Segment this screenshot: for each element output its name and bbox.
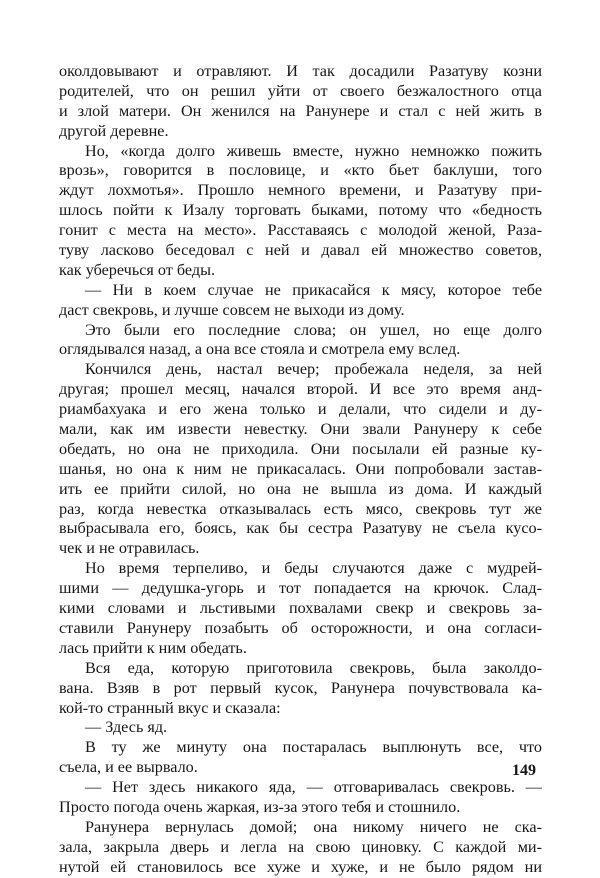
text-line: Кончился день, настал вечер; пробежала неделя, за ней [85,360,542,379]
text-line: лась прийти к ним обедать. [59,638,247,657]
text-line: врозь», говорится в пословице, и «кто бьет баклуши, того [59,161,542,180]
text-line: ить ее прийти силой, но она не вышла из дома. И каждый [59,479,542,498]
text-line: шлось пойти к Изалу торговать быками, потому что «бедность [59,201,542,220]
text-line: Но, «когда долго живешь вместе, нужно немножко пожить [85,141,542,160]
text-line: — Здесь яд. [85,718,168,737]
text-line: мали, как им извести невестку. Они звали Ранунеру к себе [59,420,542,439]
text-line: и злой матери. Он женился на Ранунере и стал с ней жить в [59,101,542,120]
text-line: раз, когда невестка отказывалась есть мясо, свекровь тут же [59,499,542,518]
text-line: — Ни в коем случае не прикасайся к мясу, которое тебе [85,280,542,299]
text-line: гонит с места на место». Расставаясь с молодой женой, Раза- [59,221,542,240]
text-line: съела, и ее вырвало. [59,758,198,777]
text-line: кой-то странный вкус и сказала: [59,698,281,717]
text-line: околдовывают и отравляют. И так досадили Разатуву козни [59,62,542,80]
body-text [59,62,542,878]
text-line: риамбахуака и его жена только и делали, что сидели и ду- [59,400,542,419]
text-line: ставили Ранунеру позабыть об осторожности, и она согласи- [59,618,542,637]
text-line: кими словами и льстивыми похвалами свекр и свекровь за- [59,599,542,618]
text-line: даст свекровь, и лучше совсем не выходи из дому. [59,300,405,319]
text-line: другой деревне. [59,121,169,140]
text-line: Это были его последние слова; он ушел, но еще долго [85,320,542,339]
text-line: В ту же минуту она постаралась выплюнуть все, что [85,738,542,757]
text-line: зала, закрыла дверь и легла на свою циновку. С каждой ми- [59,837,542,856]
text-line: Просто погода очень жаркая, из-за этого тебя и стошнило. [59,797,461,816]
text-line: другая; прошел месяц, начался второй. И все это время анд- [59,380,542,399]
text-line: Ранунера вернулась домой; она никому ничего не ска- [85,817,542,836]
text-line: чек и не отравилась. [59,539,200,558]
text-line: оглядывался назад, а она все стояла и смотрела ему вслед. [59,340,461,359]
text-line: ждут лохмотья». Прошло немного времени, и Разатуву при- [59,181,542,200]
text-line: родителей, что он решил уйти от своего безжалостного отца [59,81,542,100]
text-line: как уберечься от беды. [59,260,216,279]
text-line: выбрасывала его, боясь, как бы сестра Разатуву не съела кусо- [59,519,542,538]
text-line: шанья, но она к ним не прикасалась. Они попробовали застав- [59,459,542,478]
page-number: 149 [512,762,536,779]
text-line: — Нет здесь никакого яда, — отговаривалась свекровь. — [85,778,542,797]
text-line: обедать, но она не приходила. Они посылали ей разные ку- [59,439,542,458]
text-line: Но время терпеливо, и беды случаются даже с мудрей- [85,559,542,578]
text-line: нутой ей становилось все хуже и хуже, и не было рядом ни [59,857,542,876]
text-line: шими — дедушка-угорь и тот попадается на крючок. Слад- [59,579,542,598]
text-line: туву ласково беседовал с ней и давал ей множество советов, [59,241,542,260]
text-line: Вся еда, которую приготовила свекровь, была заколдо- [85,658,542,677]
text-line: вана. Взяв в рот первый кусок, Ранунера почувствовала ка- [59,678,542,697]
